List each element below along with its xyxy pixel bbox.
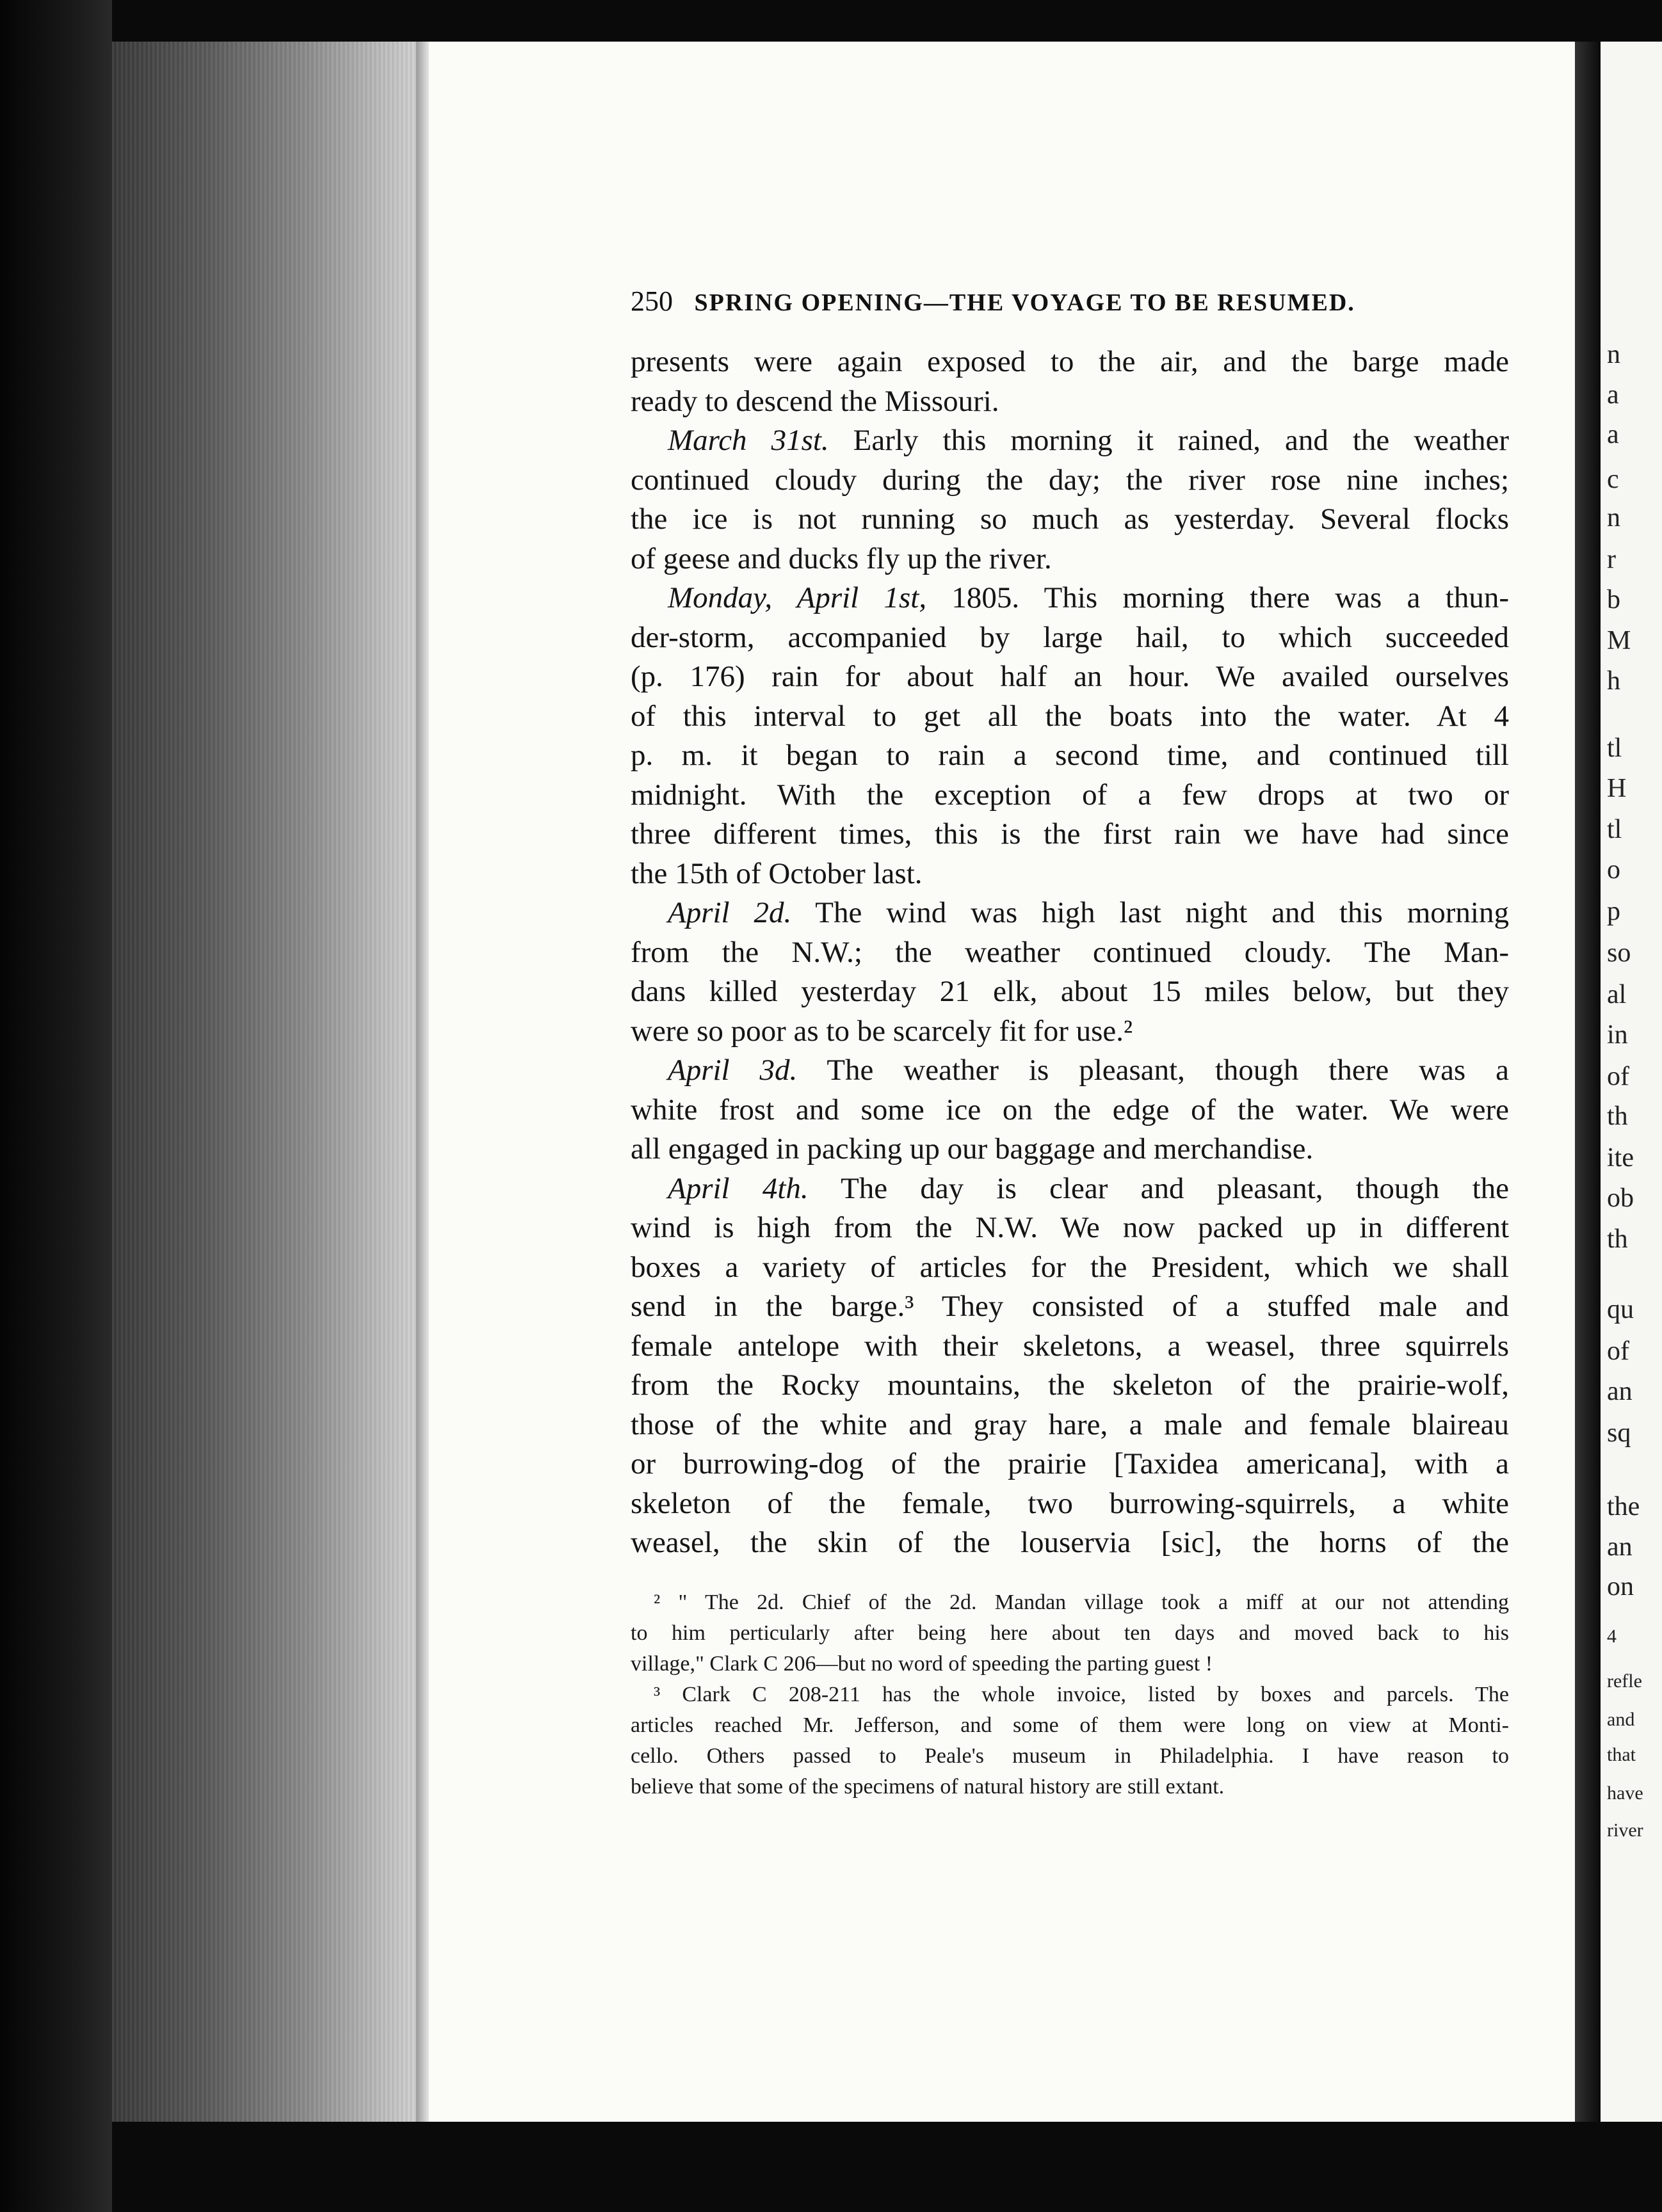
text-line: [631, 657, 1509, 697]
facing-page-fragment: n: [1607, 503, 1620, 533]
facing-page-fragment: of: [1607, 1062, 1629, 1091]
footnote-line: cello. Others passed to Peale's museum in Philadelphia. I have reason to: [631, 1744, 1509, 1768]
footnote-line: ² " The 2d. Chief of the 2d. Mandan village took a miff at our not attending: [654, 1591, 1509, 1614]
text-line: [631, 1169, 1509, 1209]
facing-page-fragment: in: [1607, 1020, 1628, 1050]
text-line: [631, 776, 1509, 815]
facing-page-fragment: that: [1607, 1744, 1636, 1765]
facing-page-fragment: tl: [1607, 733, 1622, 763]
line-text: weasel, the skin of the louservia [sic], the horns of the: [631, 1526, 1509, 1559]
facing-page-fragment: of: [1607, 1336, 1629, 1366]
facing-page-fragment: river: [1607, 1820, 1643, 1841]
facing-page-fragment: a: [1607, 380, 1619, 410]
line-text: (p. 176) rain for about half an hour. We availed ourselves: [631, 660, 1509, 693]
facing-page-fragment: H: [1607, 774, 1627, 803]
entry-date: Monday, April 1st,: [668, 581, 927, 614]
line-text: ready to descend the Missouri.: [631, 384, 999, 418]
line-text: were so poor as to be scarcely fit for use.²: [631, 1014, 1133, 1048]
facing-page-fragment: refle: [1607, 1671, 1642, 1692]
text-line: [631, 1523, 1509, 1563]
line-text: the 15th of October last.: [631, 856, 923, 890]
entry-date: March 31st.: [668, 424, 829, 457]
facing-page-fragment: 4: [1607, 1626, 1617, 1647]
text-line: [631, 933, 1509, 973]
text-line: [631, 382, 1509, 422]
line-text: those of the white and gray hare, a male and female blaireau: [631, 1407, 1509, 1441]
text-line: [631, 1287, 1509, 1327]
text-line: [631, 540, 1509, 579]
book-edge-left: [0, 0, 112, 2212]
facing-page-fragment: an: [1607, 1532, 1633, 1562]
facing-page-fragment: b: [1607, 585, 1620, 614]
line-text: wind is high from the N.W. We now packed up in different: [631, 1211, 1509, 1244]
text-line: [631, 1208, 1509, 1248]
facing-page-fragment: th: [1607, 1224, 1628, 1254]
facing-page-fragment: sq: [1607, 1418, 1631, 1448]
line-text: der-storm, accompanied by large hail, to which succeeded: [631, 620, 1509, 654]
line-text: The weather is pleasant, though there was a: [797, 1054, 1509, 1087]
line-text: female antelope with their skeletons, a weasel, three squirrels: [631, 1329, 1509, 1363]
line-text: the ice is not running so much as yesterday. Several flocks: [631, 502, 1509, 536]
text-line: [631, 618, 1509, 658]
facing-page-fragment: c: [1607, 465, 1619, 494]
facing-page-fragment: al: [1607, 980, 1627, 1009]
footnotes: [631, 1587, 1509, 1802]
text-line: [631, 736, 1509, 776]
text-line: [631, 815, 1509, 854]
text-line: [631, 1484, 1509, 1524]
line-text: The wind was high last night and this morning: [791, 896, 1509, 929]
line-text: presents were again exposed to the air, and the barge made: [631, 345, 1509, 378]
facing-page-fragment: qu: [1607, 1295, 1634, 1324]
line-text: all engaged in packing up our baggage and merchandise.: [631, 1132, 1314, 1166]
facing-page-fragment: n: [1607, 340, 1620, 369]
facing-page-fragment: o: [1607, 855, 1620, 885]
page-number: 250: [631, 285, 673, 317]
line-text: of this interval to get all the boats into the water. At 4: [631, 699, 1509, 733]
text-line: [631, 1130, 1509, 1169]
entry-date: April 2d.: [668, 896, 792, 929]
line-text: or burrowing-dog of the prairie [Taxidea americana], with a: [631, 1447, 1509, 1480]
line-text: three different times, this is the first rain we have had since: [631, 817, 1509, 851]
facing-page-fragment: an: [1607, 1377, 1633, 1406]
text-line: [631, 1445, 1509, 1484]
text-line: [631, 697, 1509, 737]
facing-page-fragment: p: [1607, 897, 1620, 926]
text-line: [631, 1091, 1509, 1130]
line-text: skeleton of the female, two burrowing-squirrels, a white: [631, 1486, 1509, 1520]
page-spine-shadow: [416, 42, 429, 2122]
text-line: [631, 421, 1509, 461]
line-text: send in the barge.³ They consisted of a stuffed male and: [631, 1290, 1509, 1323]
facing-page-fragment: h: [1607, 666, 1620, 696]
line-text: white frost and some ice on the edge of the water. We were: [631, 1093, 1509, 1126]
body-text: [631, 342, 1509, 1563]
line-text: Early this morning it rained, and the weather: [828, 424, 1509, 457]
text-line: [631, 894, 1509, 933]
entry-date: April 4th.: [668, 1171, 809, 1205]
line-text: of geese and ducks fly up the river.: [631, 541, 1052, 575]
facing-page-fragment: ite: [1607, 1143, 1634, 1173]
line-text: The day is clear and pleasant, though the: [808, 1171, 1509, 1205]
footnote-line: village," Clark C 206—but no word of speeding the parting guest !: [631, 1652, 1213, 1676]
line-text: 1805. This morning there was a thun-: [926, 581, 1509, 614]
line-text: from the N.W.; the weather continued cloudy. The Man-: [631, 935, 1509, 969]
facing-page-fragment: and: [1607, 1709, 1635, 1730]
text-line: [631, 1406, 1509, 1445]
facing-page-edge: [1601, 42, 1662, 2122]
facing-page-fragment: M: [1607, 626, 1631, 655]
text-line: [631, 500, 1509, 540]
text-line: [631, 342, 1509, 382]
facing-page-fragment: so: [1607, 938, 1631, 968]
gutter-shadow: [1575, 42, 1601, 2122]
facing-page-fragment: th: [1607, 1102, 1628, 1131]
line-text: continued cloudy during the day; the river rose nine inches;: [631, 463, 1509, 497]
text-line: [631, 972, 1509, 1012]
text-line: [631, 461, 1509, 501]
facing-page-fragment: have: [1607, 1783, 1643, 1804]
line-text: boxes a variety of articles for the President, which we shall: [631, 1250, 1509, 1284]
text-line: [631, 1248, 1509, 1288]
text-line: [631, 1366, 1509, 1406]
line-text: from the Rocky mountains, the skeleton of the prairie-wolf,: [631, 1368, 1509, 1402]
facing-page-fragment: tl: [1607, 815, 1622, 844]
line-text: midnight. With the exception of a few drops at two or: [631, 778, 1509, 812]
line-text: p. m. it began to rain a second time, and continued till: [631, 739, 1509, 772]
facing-page-fragment: a: [1607, 420, 1619, 449]
page-stack-edge: [112, 42, 429, 2122]
line-text: dans killed yesterday 21 elk, about 15 miles below, but they: [631, 975, 1509, 1008]
text-line: [631, 1051, 1509, 1091]
facing-page-fragment: ob: [1607, 1183, 1634, 1213]
text-line: [631, 1327, 1509, 1366]
text-line: [631, 1012, 1509, 1052]
entry-date: April 3d.: [668, 1054, 798, 1087]
running-title: SPRING OPENING—THE VOYAGE TO BE RESUMED.: [694, 289, 1355, 316]
footnote-line: articles reached Mr. Jefferson, and some of them were long on view at Monti-: [631, 1713, 1509, 1737]
facing-page-fragment: on: [1607, 1572, 1634, 1601]
running-header: [631, 285, 1517, 317]
text-line: [631, 579, 1509, 618]
text-line: [631, 854, 1509, 894]
footnote-line: to him perticularly after being here about ten days and moved back to his: [631, 1621, 1509, 1645]
footnote-line: believe that some of the specimens of natural history are still extant.: [631, 1775, 1225, 1799]
facing-page-fragment: the: [1607, 1492, 1640, 1521]
footnote-line: ³ Clark C 208-211 has the whole invoice, listed by boxes and parcels. The: [654, 1683, 1509, 1706]
facing-page-fragment: r: [1607, 545, 1616, 574]
